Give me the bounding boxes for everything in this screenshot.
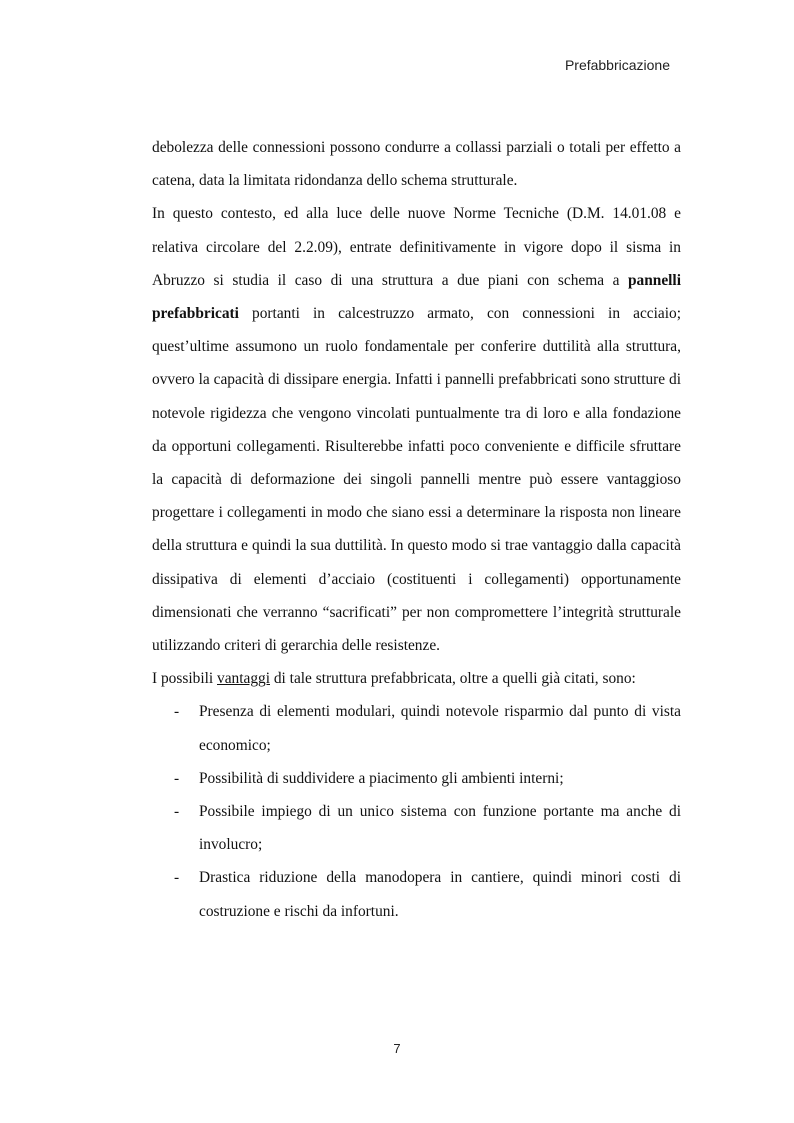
list-item-text: Drastica riduzione della manodopera in cantiere, quindi minori costi di costruzione e rischi da infortuni.	[199, 869, 681, 920]
list-item-text: Possibilità di suddividere a piacimento gli ambienti interni;	[199, 769, 564, 787]
paragraph-advantages-intro	[152, 662, 681, 695]
advantages-intro-text-b: di tale struttura prefabbricata, oltre a quelli già citati, sono:	[270, 670, 636, 688]
running-header: Prefabbricazione	[564, 57, 670, 73]
list-item	[152, 695, 681, 761]
underlined-term-advantages: vantaggi	[217, 670, 270, 688]
paragraph-context-text-b: portanti in calcestruzzo armato, con connessioni in acciaio; quest’ultime assumono un ruolo fondamentale per conferire duttilità alla struttura, ovvero la capacità di dissipare energia. Infatti i pannelli prefabbricati sono strutture di notevole rigidezza che vengono vincolati puntualmente tra di loro e alla fondazione da opportuni collegamenti. Risulterebbe infatti poco conveniente e difficile sfruttare la capacità di deformazione dei singoli pannelli mentre può essere vantaggioso progettare i collegamenti in modo che siano essi a determinare la risposta non lineare della struttura e quindi la sua duttilità. In questo modo si trae vantaggio dalla capacità dissipativa di elementi d’acciaio (costituenti i collegamenti) opportunamente dimensionati che verranno “sacrificati” per non compromettere l’integrità strutturale utilizzando criteri di gerarchia delle resistenze.	[152, 305, 681, 655]
advantages-intro-text-a: I possibili	[152, 670, 217, 688]
bold-term-prefabricated-panels: pannelli prefabbricati	[152, 271, 681, 323]
paragraph-connection-weakness: debolezza delle connessioni possono condurre a collassi parziali o totali per effetto a catena, data la limitata ridondanza dello schema strutturale.	[152, 139, 681, 190]
list-item	[152, 795, 681, 861]
body-text	[152, 131, 681, 928]
list-dash-marker: -	[174, 769, 180, 787]
advantages-list	[152, 695, 681, 927]
list-item-text: Possibile impiego di un unico sistema con funzione portante ma anche di involucro;	[199, 803, 681, 854]
paragraph-context	[152, 197, 681, 662]
list-item	[152, 762, 681, 795]
list-dash-marker: -	[174, 803, 180, 821]
list-dash-marker: -	[174, 703, 180, 721]
list-dash-marker: -	[174, 869, 180, 887]
list-item	[152, 861, 681, 927]
page-number: 7	[393, 1041, 401, 1056]
list-item-text: Presenza di elementi modulari, quindi notevole risparmio dal punto di vista economico;	[199, 703, 681, 754]
paragraph-context-text-a: In questo contesto, ed alla luce delle nuove Norme Tecniche (D.M. 14.01.08 e relativa circolare del 2.2.09), entrate definitivamente in vigore dopo il sisma in Abruzzo si studia il caso di una struttura a due piani con schema a	[152, 205, 681, 289]
